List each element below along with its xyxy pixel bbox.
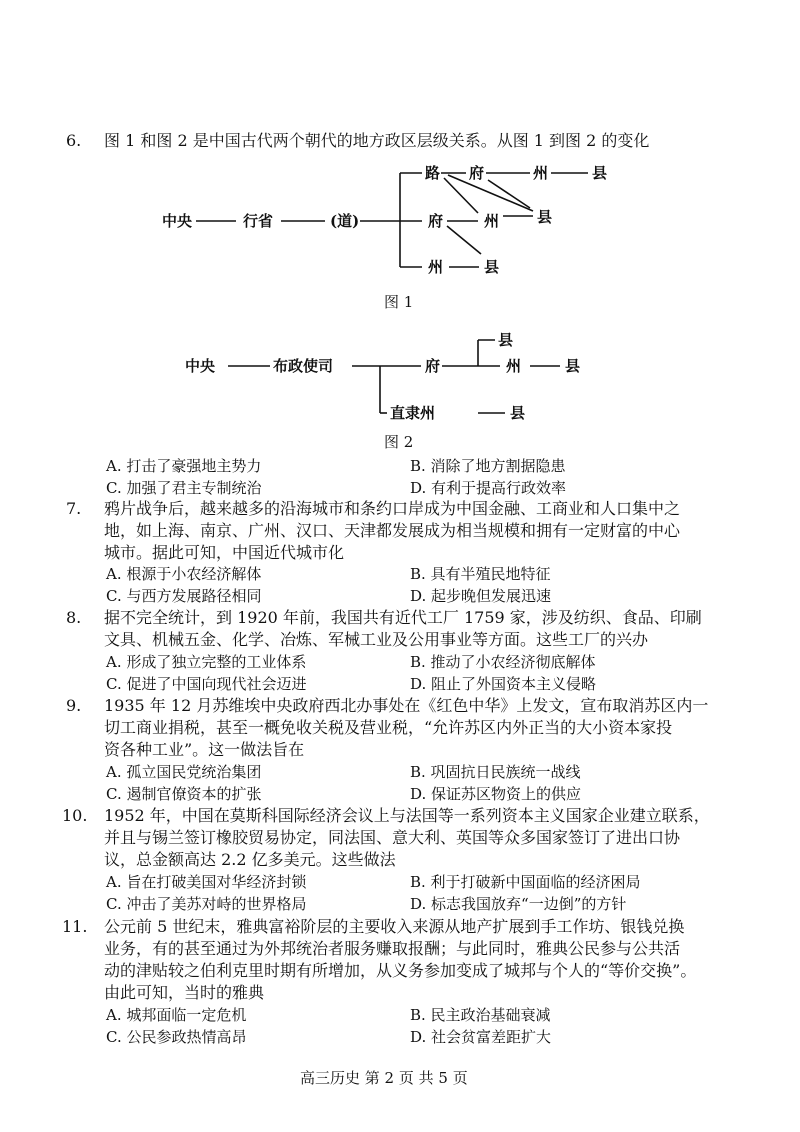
fig2-buzheng: 布政使司	[273, 357, 334, 375]
fig1-caption: 图 1	[384, 293, 414, 311]
option-d: D. 社会贫富差距扩大	[410, 1028, 552, 1046]
question-number: 9.	[66, 696, 82, 715]
option-a: A. 根源于小农经济解体	[106, 565, 262, 583]
question-number: 10.	[62, 806, 88, 825]
question-number: 8.	[66, 608, 82, 627]
option-b: B. 消除了地方割据隐患	[410, 457, 566, 475]
connector-line	[448, 175, 533, 211]
question-stem-line: 业务，有的甚至通过为外邦统治者服务赚取报酬；与此同时，雅典公民参与公共活	[104, 939, 681, 958]
question-stem-line: 资各种工业”。这一做法旨在	[104, 740, 305, 759]
region-hierarchy-diagrams	[0, 0, 800, 460]
question-stem-line: 1952 年，中国在莫斯科国际经济会议上与法国等一系列资本主义国家企业建立联系，	[104, 806, 710, 825]
fig1-xian-mid: 县	[537, 208, 553, 226]
option-b: B. 巩固抗日民族统一战线	[410, 763, 581, 781]
fig2-zhou: 州	[506, 357, 522, 375]
option-c: C. 遏制官僚资本的扩张	[106, 785, 262, 803]
question-stem-line: 动的津贴较之伯利克里时期有所增加，从义务参加变成了城邦与个人的“等价交换”。	[104, 961, 697, 980]
option-d: D. 起步晚但发展迅速	[410, 587, 552, 605]
option-a: A. 打击了豪强地主势力	[106, 457, 262, 475]
question-stem-line: 地，如上海、南京、广州、汉口、天津都发展成为相当规模和拥有一定财富的中心	[104, 521, 681, 540]
option-a: A. 城邦面临一定危机	[106, 1006, 247, 1024]
fig2-caption: 图 2	[384, 433, 414, 451]
option-d: D. 阻止了外国资本主义侵略	[410, 675, 597, 693]
option-d: D. 保证苏区物资上的供应	[410, 785, 582, 803]
option-a: A. 旨在打破美国对华经济封锁	[106, 873, 307, 891]
fig2-zhili: 直隶州	[390, 404, 436, 422]
question-stem-line: 1935 年 12 月苏维埃中央政府西北办事处在《红色中华》上发文，宣布取消苏区内一	[104, 696, 709, 715]
option-c: C. 与西方发展路径相同	[106, 587, 262, 605]
option-d: D. 有利于提高行政效率	[410, 479, 567, 497]
option-a: A. 孤立国民党统治集团	[106, 763, 262, 781]
option-b: B. 利于打破新中国面临的经济困局	[410, 873, 641, 891]
option-c: C. 促进了中国向现代社会迈进	[106, 675, 307, 693]
question-stem: 图 1 和图 2 是中国古代两个朝代的地方政区层级关系。从图 1 到图 2 的变化	[104, 131, 650, 150]
question-stem-line: 议，总金额高达 2.2 亿多美元。这些做法	[104, 850, 396, 869]
fig1-fu-top: 府	[469, 164, 485, 182]
option-b: B. 民主政治基础衰减	[410, 1006, 551, 1024]
fig1-zhou-top: 州	[533, 164, 549, 182]
question-stem-line: 城市。据此可知，中国近代城市化	[104, 543, 345, 562]
connector-line	[444, 178, 478, 213]
fig1-central: 中央	[162, 212, 193, 230]
fig1-province: 行省	[243, 212, 274, 230]
option-d: D. 标志我国放弃“一边倒”的方针	[410, 895, 627, 913]
option-c: C. 冲击了美苏对峙的世界格局	[106, 895, 307, 913]
fig1-circuit: (道)	[330, 212, 360, 230]
question-stem-line: 文具、机械五金、化学、冶炼、军械工业及公用事业等方面。这些工厂的兴办	[104, 630, 649, 649]
question-stem-line: 由此可知，当时的雅典	[104, 983, 265, 1002]
fig2-xian-b: 县	[565, 357, 581, 375]
page-footer: 高三历史 第 2 页 共 5 页	[300, 1069, 468, 1087]
fig1-lu: 路	[425, 164, 441, 182]
option-c: C. 加强了君主专制统治	[106, 479, 262, 497]
question-stem-line: 鸦片战争后，越来越多的沿海城市和条约口岸成为中国金融、工商业和人口集中之	[104, 499, 681, 518]
fig1-fu-mid: 府	[428, 212, 444, 230]
option-a: A. 形成了独立完整的工业体系	[106, 653, 307, 671]
fig1-zhou-mid: 州	[484, 212, 500, 230]
option-b: B. 具有半殖民地特征	[410, 565, 551, 583]
question-stem-line: 公元前 5 世纪末，雅典富裕阶层的主要收入来源从地产扩展到手工作坊、银钱兑换	[104, 917, 685, 936]
fig1-xian-top: 县	[592, 164, 608, 182]
connector-line	[447, 226, 481, 254]
option-c: C. 公民参政热情高昂	[106, 1028, 247, 1046]
fig2-central: 中央	[185, 357, 216, 375]
fig1-zhou-bot: 州	[428, 258, 444, 276]
question-number: 7.	[66, 499, 82, 518]
question-stem-line: 切工商业捐税，甚至一概免收关税及营业税，“允许苏区内外正当的大小资本家投	[104, 718, 673, 737]
question-stem-line: 并且与锡兰签订橡胶贸易协定，同法国、意大利、英国等众多国家签订了进出口协	[104, 828, 681, 847]
question-number: 11.	[62, 917, 88, 936]
fig2-fu: 府	[425, 357, 441, 375]
fig1-xian-bot: 县	[484, 258, 500, 276]
question-number: 6.	[66, 131, 82, 150]
fig2-xian-a: 县	[498, 331, 514, 349]
option-b: B. 推动了小农经济彻底解体	[410, 653, 596, 671]
fig2-xian-c: 县	[510, 404, 526, 422]
question-stem-line: 据不完全统计，到 1920 年前，我国共有近代工厂 1759 家，涉及纺织、食品、印刷	[104, 608, 702, 627]
